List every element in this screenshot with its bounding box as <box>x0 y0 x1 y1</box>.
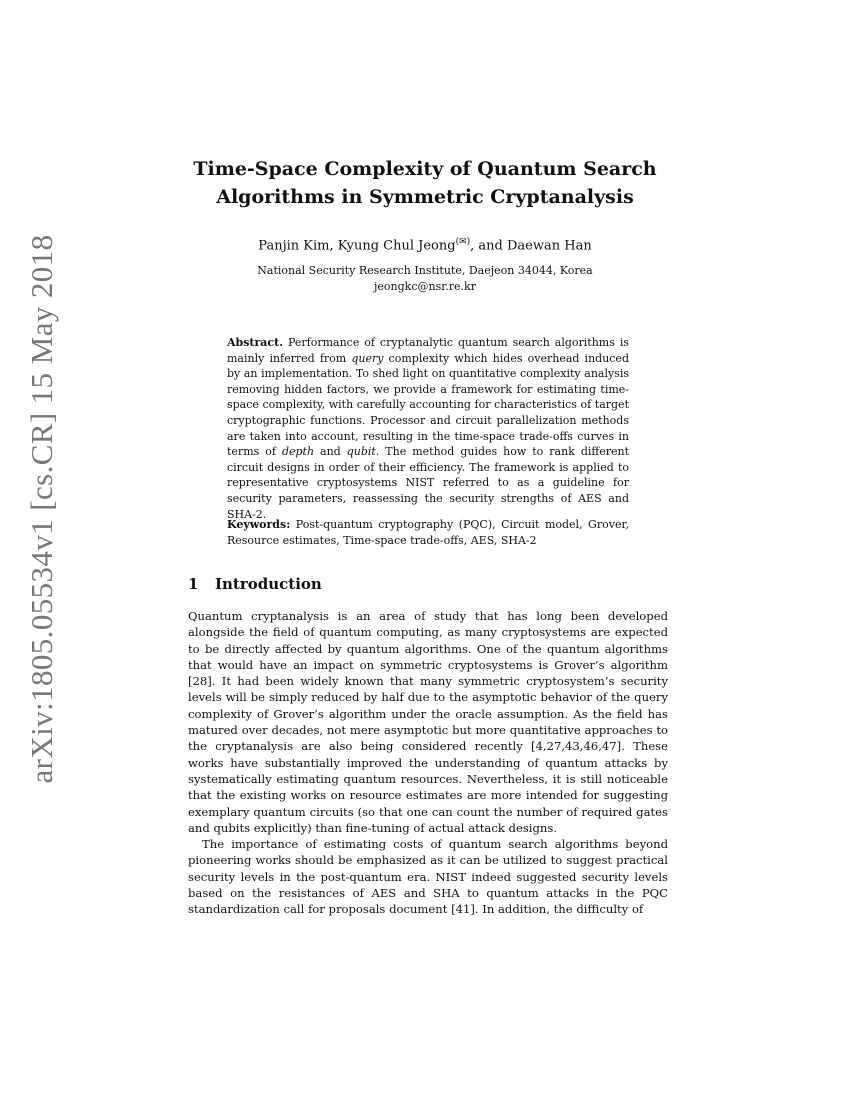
section-title: Introduction <box>215 575 322 593</box>
keywords-text: Post-quantum cryptography (PQC), Circuit model, Grover, Resource estimates, Time-space trade-offs, AES, SHA-2 <box>227 518 629 547</box>
abstract-emphasis: query <box>351 351 384 365</box>
section-number: 1 <box>188 575 199 593</box>
abstract <box>227 335 629 522</box>
title-line-2: Algorithms in Symmetric Cryptanalysis <box>216 186 634 208</box>
affiliation: National Security Research Institute, Daejeon 34044, Korea <box>257 264 593 277</box>
abstract-emphasis: depth <box>281 445 315 459</box>
abstract-text: Performance of cryptanalytic quantum search algorithms is mainly inferred from <box>227 336 629 365</box>
abstract-text: . The method guides how to rank different circuit designs in order of their efficiency. The framework is applied to representative cryptosystems NIST referred to as a guideline for security parameters, reassessing the security strengths of AES and SHA-2. <box>227 445 630 521</box>
corresponding-author-mail-icon: (✉) <box>455 237 471 247</box>
section-heading <box>188 574 322 594</box>
abstract-text: complexity which hides overhead induced by an implementation. To shed light on quantitative complexity analysis removing hidden factors, we provide a framework for estimating time-space complexity, with carefully accounting for characteristics of target cryptographic functions. Processor and circuit parallelization methods are taken into account, resulting in the time-space trade-offs curves in terms of <box>227 351 629 459</box>
section-body <box>188 608 668 918</box>
paper-title <box>150 155 700 211</box>
abstract-text: and <box>314 445 347 459</box>
paragraph: Quantum cryptanalysis is an area of study that has long been developed alongside the field of quantum computing, as many cryptosystems are expected to be directly affected by quantum algorithms. One of the quantum algorithms that would have an impact on symmetric cryptosystems is Grover’s algorithm [28]. It had been widely known that many symmetric cryptosystem’s security levels will be simply reduced by half due to the asymptotic behavior of the query complexity of Grover’s algorithm under the oracle assumption. As the field has matured over decades, not mere asymptotic but more quantitative approaches to the cryptanalysis are also being considered recently [4,27,43,46,47]. These works have substantially improved the understanding of quantum attacks by systematically estimating quantum resources. Nevertheless, it is still noticeable that the existing works on resource estimates are more intended for suggesting exemplary quantum circuits (so that one can count the number of required gates and qubits explicitly) than fine-tuning of actual attack designs. <box>188 609 668 835</box>
author-list <box>150 233 700 255</box>
paragraph: The importance of estimating costs of quantum search algorithms beyond pioneering works should be emphasized as it can be utilized to suggest practical security levels in the post-quantum era. NIST indeed suggested security levels based on the resistances of AES and SHA to quantum attacks in the PQC standardization call for proposals document [41]. In addition, the difficulty of <box>188 837 668 917</box>
authors-part-2: , and Daewan Han <box>470 238 592 254</box>
abstract-label: Abstract. <box>227 336 284 349</box>
affiliation-block <box>150 263 700 295</box>
title-line-1: Time-Space Complexity of Quantum Search <box>193 158 657 180</box>
email: jeongkc@nsr.re.kr <box>374 280 476 293</box>
abstract-emphasis: qubit <box>346 445 376 459</box>
authors-part-1: Panjin Kim, Kyung Chul Jeong <box>258 238 456 254</box>
arxiv-identifier-stamp: arXiv:1805.05534v1 [cs.CR] 15 May 2018 <box>24 234 59 784</box>
keywords <box>227 517 629 548</box>
keywords-label: Keywords: <box>227 518 291 531</box>
